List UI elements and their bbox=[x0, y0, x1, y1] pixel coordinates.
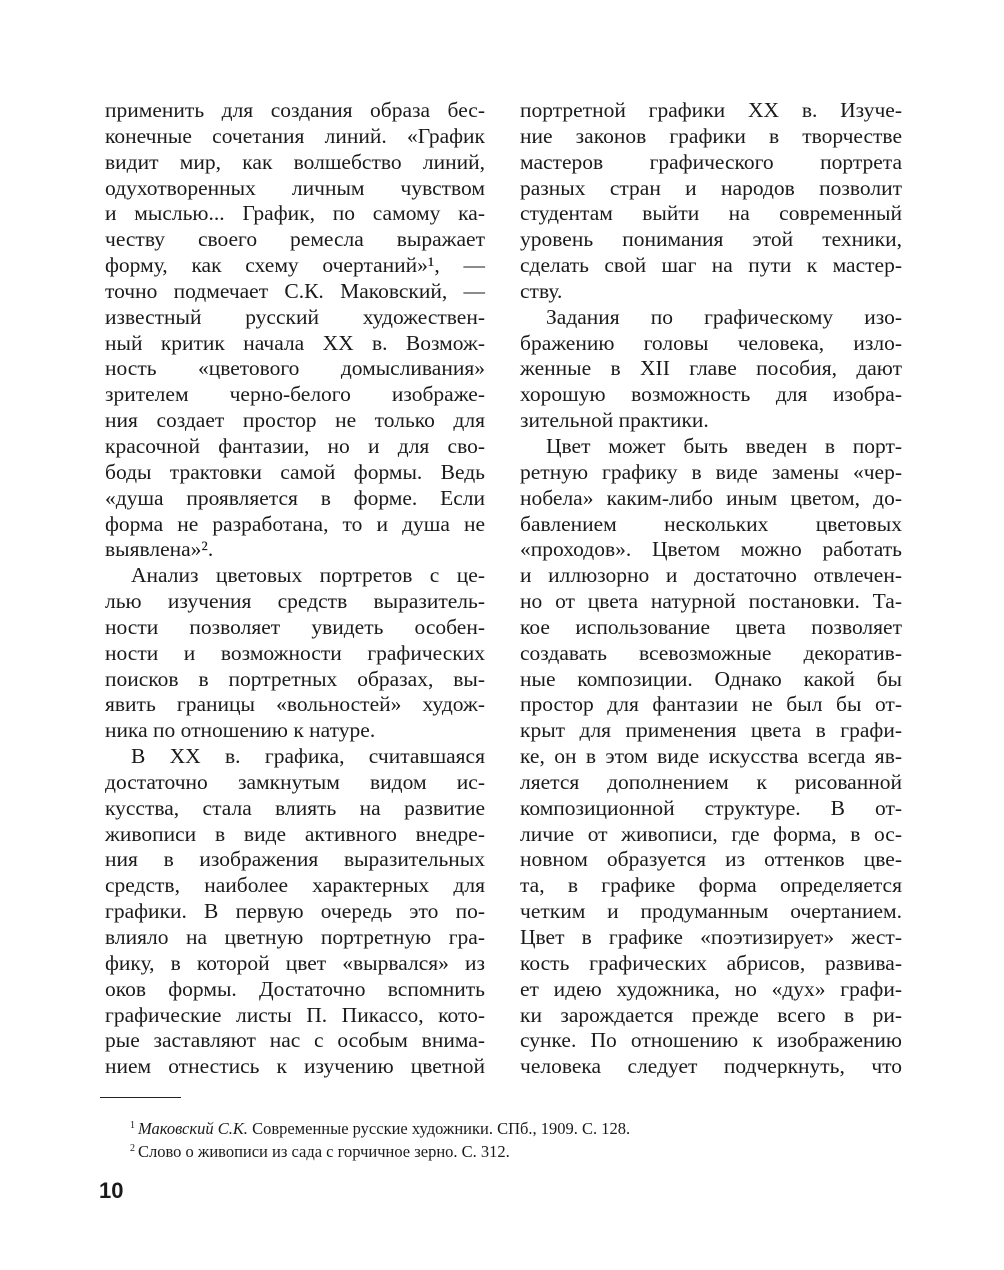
text-line: графики. В первую очередь это по- bbox=[105, 899, 485, 924]
text-line: ника по отношению к натуре. bbox=[105, 718, 376, 743]
text-line: четким и продуманным очертанием. bbox=[520, 899, 902, 924]
text-line: кусства, стала влиять на развитие bbox=[105, 795, 485, 820]
text-line: и мыслью... График, по самому ка- bbox=[105, 201, 485, 226]
text-line: ния в изображения выразительных bbox=[105, 847, 485, 872]
text-line: кость графических абрисов, развива- bbox=[520, 950, 902, 975]
text-line: сделать свой шаг на пути к мастер- bbox=[520, 253, 902, 278]
text-line: бавлением нескольких цветовых bbox=[520, 511, 902, 536]
text-line: ке, он в этом виде искусства всегда яв- bbox=[520, 744, 902, 769]
text-line: «проходов». Цветом можно работать bbox=[520, 537, 902, 562]
text-line: ет идею художника, но «дух» графи- bbox=[520, 976, 902, 1001]
text-line: оков формы. Достаточно вспомнить bbox=[105, 976, 485, 1001]
footnote-separator bbox=[100, 1097, 181, 1098]
text-line: ные композиции. Однако какой бы bbox=[520, 666, 902, 691]
text-line: личие от живописи, где форма, в ос- bbox=[520, 821, 902, 846]
text-line: ляется дополнением к рисованной bbox=[520, 769, 902, 794]
text-line: создавать всевозможные декоратив- bbox=[520, 640, 902, 665]
paragraph bbox=[520, 434, 902, 1080]
text-line: поисков в портретных образах, вы- bbox=[105, 666, 485, 691]
text-line: та, в графике форма определяется bbox=[520, 873, 902, 898]
text-line: ки зарождается прежде всего в ри- bbox=[520, 1002, 902, 1027]
text-line: красочной фантазии, но и для сво- bbox=[105, 433, 485, 458]
text-line: мастеров графического портрета bbox=[520, 149, 902, 174]
text-line: достаточно замкнутым видом ис- bbox=[105, 769, 485, 794]
text-line: лью изучения средств выразитель- bbox=[105, 589, 485, 614]
footnote-1 bbox=[130, 1116, 630, 1139]
paragraph bbox=[105, 563, 485, 744]
text-line: зительной практики. bbox=[520, 408, 709, 433]
footnote-2 bbox=[130, 1139, 510, 1162]
text-line: Задания по графическому изо- bbox=[546, 304, 902, 329]
text-line: честву своего ремесла выражает bbox=[105, 227, 485, 252]
text-line: человека следует подчеркнуть, что bbox=[520, 1054, 902, 1079]
text-line: форма не разработана, то и душа не bbox=[105, 511, 485, 536]
text-line: ния создает простор не только для bbox=[105, 408, 485, 433]
text-line: применить для создания образа бес- bbox=[105, 98, 485, 122]
text-line: простор для фантазии не был бы от- bbox=[520, 692, 902, 717]
text-line: графические листы П. Пикассо, кото- bbox=[105, 1002, 485, 1027]
text-line: ный критик начала XX в. Возмож- bbox=[105, 330, 485, 355]
text-line: точно подмечает С.К. Маковский, — bbox=[105, 278, 485, 303]
text-line: известный русский художествен- bbox=[105, 304, 485, 329]
text-line: хорошую возможность для изобра- bbox=[520, 382, 902, 407]
paragraph bbox=[105, 98, 485, 563]
text-line: кое использование цвета позволяет bbox=[520, 614, 902, 639]
text-line: ние законов графики в творчестве bbox=[520, 123, 902, 148]
text-line: уровень понимания этой техники, bbox=[520, 227, 902, 252]
text-line: конечные сочетания линий. «График bbox=[105, 123, 485, 148]
text-line: и иллюзорно и достаточно отвлечен- bbox=[520, 563, 902, 588]
text-column-right bbox=[520, 98, 902, 1080]
text-line: фику, в которой цвет «вырвался» из bbox=[105, 950, 485, 975]
text-line: ретную графику в виде замены «чер- bbox=[520, 459, 902, 484]
text-line: студентам выйти на современный bbox=[520, 201, 902, 226]
text-line: явить границы «вольностей» худож- bbox=[105, 692, 485, 717]
text-line: ность «цветового домысливания» bbox=[105, 356, 485, 381]
text-line: композиционной структуре. В от- bbox=[520, 795, 902, 820]
text-line: крыт для применения цвета в графи- bbox=[520, 718, 902, 743]
text-line: форму, как схему очертаний»¹, — bbox=[105, 253, 485, 278]
text-line: В XX в. графика, считавшаяся bbox=[131, 744, 485, 769]
text-line: разных стран и народов позволит bbox=[520, 175, 902, 200]
text-line: Цвет может быть введен в порт- bbox=[546, 433, 902, 458]
text-line: рые заставляют нас с особым внима- bbox=[105, 1028, 485, 1053]
text-line: новном образуется из оттенков цве- bbox=[520, 847, 902, 872]
paragraph bbox=[105, 744, 485, 1080]
text-line: ности позволяет увидеть особен- bbox=[105, 614, 485, 639]
text-line: женные в XII главе пособия, дают bbox=[520, 356, 902, 381]
text-line: Анализ цветовых портретов с це- bbox=[131, 563, 485, 588]
text-line: ности и возможности графических bbox=[105, 640, 485, 665]
text-line: выявлена»². bbox=[105, 537, 214, 562]
footnote-mark: 1 bbox=[130, 1120, 135, 1131]
footnote-author: Маковский С.К. bbox=[138, 1119, 248, 1138]
page-number: 10 bbox=[99, 1178, 124, 1203]
text-line: влияло на цветную портретную гра- bbox=[105, 925, 485, 949]
text-line: «душа проявляется в форме. Если bbox=[105, 485, 485, 510]
text-line: нобела» каким-либо иным цветом, до- bbox=[520, 485, 902, 510]
text-column-left bbox=[105, 98, 485, 1080]
text-line: портретной графики XX в. Изуче- bbox=[520, 98, 902, 122]
text-line: бражению головы человека, изло- bbox=[520, 330, 902, 355]
text-line: нием отнестись к изучению цветной bbox=[105, 1054, 485, 1079]
text-line: живописи в виде активного внедре- bbox=[105, 821, 485, 846]
text-line: видит мир, как волшебство линий, bbox=[105, 149, 485, 174]
text-line: зрителем черно-белого изображе- bbox=[105, 382, 485, 407]
text-line: ству. bbox=[520, 278, 563, 303]
paragraph bbox=[520, 305, 902, 434]
footnote-text: Современные русские художники. СПб., 1909. С. 128. bbox=[247, 1119, 631, 1138]
footnote-mark: 2 bbox=[130, 1143, 135, 1154]
text-line: но от цвета натурной постановки. Та- bbox=[520, 589, 902, 614]
text-line: одухотворенных личным чувством bbox=[105, 175, 485, 200]
text-line: боды трактовки самой формы. Ведь bbox=[105, 459, 485, 484]
text-line: сунке. По отношению к изображению bbox=[520, 1028, 902, 1053]
footnote-text: Слово о живописи из сада с горчичное зерно. С. 312. bbox=[138, 1142, 510, 1161]
text-line: средств, наиболее характерных для bbox=[105, 873, 485, 898]
text-line: Цвет в графике «поэтизирует» жест- bbox=[520, 925, 902, 949]
paragraph bbox=[520, 98, 902, 305]
